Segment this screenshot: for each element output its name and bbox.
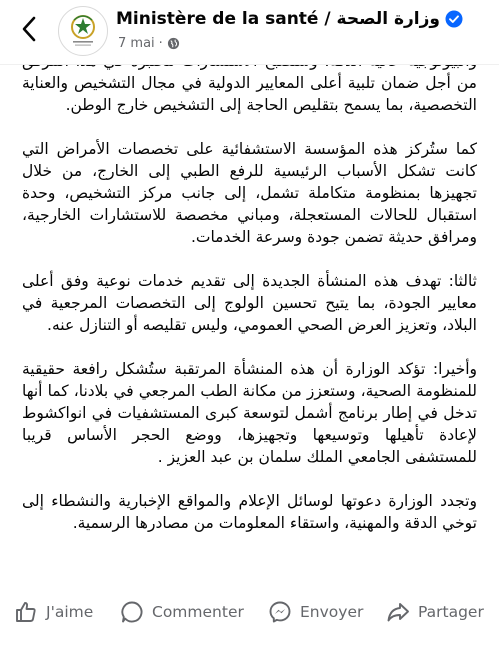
share-icon bbox=[386, 600, 410, 624]
send-button[interactable] bbox=[268, 600, 363, 624]
comment-button[interactable] bbox=[120, 600, 244, 624]
page-name-text: Ministère de la santé / وزارة الصحة bbox=[116, 9, 440, 29]
meta-separator: · bbox=[158, 36, 163, 51]
post-paragraph-3: ثالثا: تهدف هذه المنشأة الجديدة إلى تقديم خدمات نوعية وفق أعلى معايير الجودة، بما يتيح تحسين الولوج إلى التخصصات المرجعية في البلاد، وتعزيز العرض الصحي العمومي، وليس تقليصه أو التنازل عنه. bbox=[22, 272, 477, 334]
share-label: Partager bbox=[418, 603, 484, 621]
messenger-icon bbox=[268, 600, 292, 624]
post-action-bar bbox=[0, 590, 499, 635]
comment-icon bbox=[120, 600, 144, 624]
post-paragraph-1: من أجل ضمان تلبية أعلى المعايير الدولية في مجال التشخيص والعناية التخصصية، بما يسمح بتقليص الحاجة إلى التشخيص خارج الوطن. bbox=[22, 74, 477, 114]
ministry-logo-icon bbox=[59, 7, 107, 55]
post-content bbox=[0, 62, 499, 590]
like-icon bbox=[14, 600, 38, 624]
post-paragraph-5: وتجدد الوزارة دعوتها لوسائل الإعلام والمواقع الإخبارية والنشطاء إلى توخي الدقة والمهنية، واستقاء المعلومات من مصادرها الرسمية. bbox=[22, 492, 477, 532]
post-text bbox=[22, 50, 477, 556]
post-date[interactable]: 7 mai bbox=[118, 36, 155, 51]
back-button[interactable] bbox=[12, 12, 46, 46]
like-button[interactable] bbox=[14, 600, 93, 624]
post-meta bbox=[118, 36, 180, 51]
page-name[interactable] bbox=[116, 9, 463, 29]
verified-badge-icon bbox=[445, 10, 463, 28]
globe-icon bbox=[167, 37, 180, 50]
share-button[interactable] bbox=[386, 600, 484, 624]
like-label: J'aime bbox=[46, 603, 94, 621]
page-avatar[interactable] bbox=[58, 6, 108, 56]
post-paragraph-2: كما ستُركز هذه المؤسسة الاستشفائية على تخصصات الأمراض التي كانت تشكل الأسباب الرئيسية للرفع الطبي إلى الخارج، من خلال تجهيزها بمنظومة متكاملة تشمل، إلى جانب مركز التشخيص، وحدة استقبال للحالات المستعجلة، ومباني مخصصة للاستشارات الخارجية، ومرافق حديثة تضمن جودة وسرعة الخدمات. bbox=[22, 140, 477, 246]
back-arrow-icon bbox=[21, 16, 37, 42]
post-header bbox=[0, 0, 499, 65]
post-paragraph-4: وأخيرا: تؤكد الوزارة أن هذه المنشأة المرتقبة ستُشكل رافعة حقيقية للمنظومة الصحية، وستعزز من مكانة الطب المرجعي في بلادنا، كما أنها تدخل في إطار برنامج أشمل لتوسعة كبرى المستشفيات في انواكشوط لإعادة تأهيلها وتوسيعها وتجهيزها، ووضع الحجر الأساس قريبا للمستشفى الجامعي الملك سلمان بن عبد العزيز . bbox=[22, 360, 477, 466]
comment-label: Commenter bbox=[152, 603, 244, 621]
send-label: Envoyer bbox=[300, 603, 364, 621]
